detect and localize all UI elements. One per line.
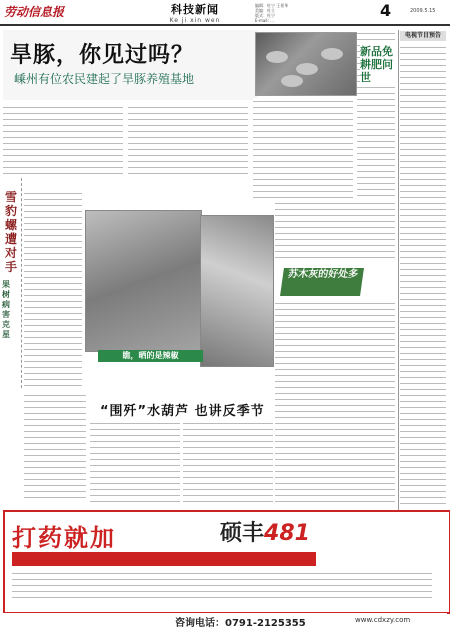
ad-brand-number: 481 xyxy=(264,521,310,546)
body-text-lead-3 xyxy=(253,98,353,198)
page-number: 4 xyxy=(380,1,392,20)
section-header xyxy=(140,1,250,24)
ad-phone: 咨询电话：0791-2125355 xyxy=(175,618,306,629)
body-text-lead-1 xyxy=(3,104,123,174)
vertical-story-title: 雪豹螺遭对手 xyxy=(5,190,18,274)
story-4-headline: “围歼”水葫芦 也讲反季节 xyxy=(100,404,265,419)
lead-subhead: 嵊州有位农民建起了旱豚养殖基地 xyxy=(14,72,195,86)
photo-farm-detail xyxy=(200,215,274,367)
ad-website: www.cdxzy.com xyxy=(355,616,411,624)
photo-rats xyxy=(255,32,357,96)
paper-name: 劳动信息报 xyxy=(4,5,65,19)
photo-caption: 瞧，晒的是辣椒 xyxy=(98,350,203,362)
rat-shape xyxy=(321,48,343,60)
body-text-story-4-a xyxy=(90,420,180,505)
section-pinyin: Ke ji xin wen xyxy=(169,17,221,24)
ad-brand-name: 硕丰 xyxy=(220,521,265,546)
rat-shape xyxy=(266,51,288,63)
rat-shape xyxy=(296,63,318,75)
section-title: 科技新闻 xyxy=(171,3,219,16)
vertical-story-subtitle: 果树病害克星 xyxy=(2,280,10,339)
ad-body-text xyxy=(12,570,432,600)
ad-banner-strip xyxy=(12,552,316,566)
body-text-story-4-b xyxy=(183,420,273,505)
masthead-meta: 编辑：杜宁 王景华 美编：杜立 版式：杜宁 E-mail: ... xyxy=(255,3,289,23)
rat-shape xyxy=(281,75,303,87)
dateline: 2009.5.15 xyxy=(410,8,436,14)
body-text-lead-2 xyxy=(128,104,248,174)
body-text-side-2 xyxy=(24,190,82,390)
body-text-story-3 xyxy=(275,300,395,505)
ad-slogan: 打药就加 xyxy=(12,523,116,552)
side-story-title: 新品免耕肥问世 xyxy=(360,45,396,84)
photo-farmers xyxy=(85,210,202,352)
story-3-title: 苏木灰的好处多 xyxy=(280,268,364,296)
body-text-mid-right xyxy=(275,200,395,260)
body-text-bottom-left xyxy=(24,392,86,502)
tv-listing-title: 电视节目预告 xyxy=(400,31,446,41)
ad-brand xyxy=(220,516,310,547)
tv-listing-body xyxy=(400,44,446,504)
lead-headline: 旱豚，你见过吗？ xyxy=(10,43,195,68)
